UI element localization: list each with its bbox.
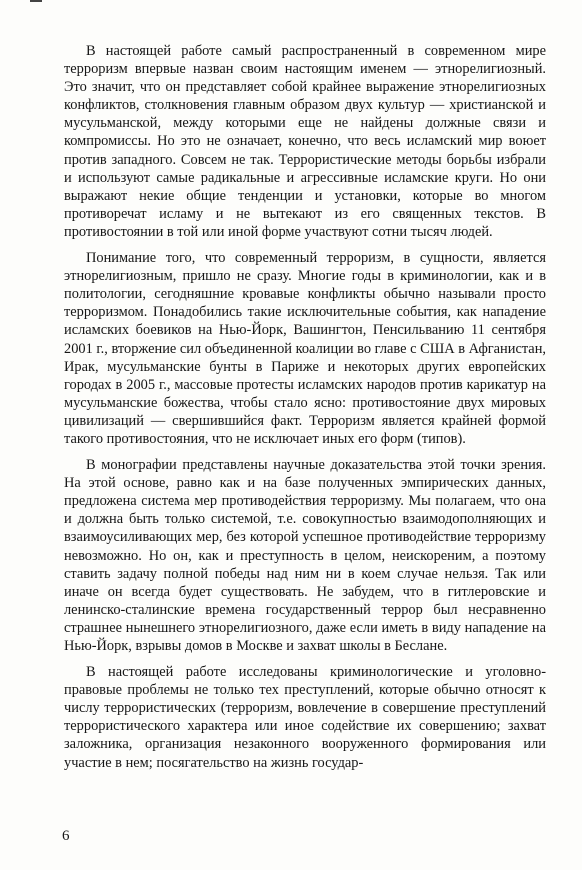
body-text — [64, 42, 546, 780]
page-number: 6 — [62, 828, 70, 844]
paragraph-2: Понимание того, что современный терроризм, в сущности, является этнорелигиозным, пришло не сразу. Многие годы в криминологии, как и в политологии, сегодняшние кровавые конфликты обычно называли просто терроризмом. Понадобились такие исключительные события, как нападение исламских боевиков на Нью-Йорк, Вашингтон, Пенсильванию 11 сентября 2001 г., вторжение сил объединенной коалиции во главе с США в Афганистан, Ирак, мусульманские бунты в Париже и некоторых других европейских городах в 2005 г., массовые протесты исламских народов против карикатур на мусульманские божества, чтобы стало ясно: противостояние двух мировых цивилизаций — свершившийся факт. Терроризм является крайней формой такого противостояния, что не исключает иных его форм (типов). — [64, 250, 546, 447]
scan-mark — [30, 0, 42, 2]
paragraph-1: В настоящей работе самый распространенный в современном мире терроризм впервые назван своим настоящим именем — этнорелигиозный. Это значит, что он представляет собой крайнее выражение этнорелигиозных конфликтов, столкновения главным образом двух культур — христианской и мусульманской, между которыми еще не найдены должные связи и компромиссы. Но это не означает, конечно, что весь исламский мир воюет против западного. Совсем не так. Террористические методы борьбы избрали и используют самые радикальные и агрессивные исламские круги. Но они выражают некие общие тенденции и установки, которые во многом противоречат исламу и не вытекают из его священных текстов. В противостоянии в той или иной форме участвуют сотни тысяч людей. — [64, 43, 546, 240]
paragraph-4: В настоящей работе исследованы криминологические и уголовноправовые проблемы не только тех преступлений, которые обычно относят к числу террористических (терроризм, вовлечение в совершение преступлений террористического характера или иное содействие их совершению; захват заложника, организация незаконного вооруженного формирования или участие в нем; посягательство на жизнь государ- — [64, 664, 546, 771]
paragraph-3: В монографии представлены научные доказательства этой точки зрения. На этой основе, равно как и на базе полученных эмпирических данных, предложена система мер противодействия терроризму. Мы полагаем, что она и должна быть только системой, т.е. совокупностью взаимодополняющих и взаимоусиливающих мер, без которой успешное противодействие терроризму невозможно. Но он, как и преступность в целом, неискореним, а поэтому ставить задачу полной победы над ним ни в коем случае нельзя. Так или иначе он всегда будет существовать. Не забудем, что в гитлеровские и ленинско-сталинские времена государственный террор был несравненно страшнее нынешнего этнорелигиозного, даже если иметь в виду нападение на Нью-Йорк, взрывы домов в Москве и захват школы в Беслане. — [64, 457, 546, 654]
